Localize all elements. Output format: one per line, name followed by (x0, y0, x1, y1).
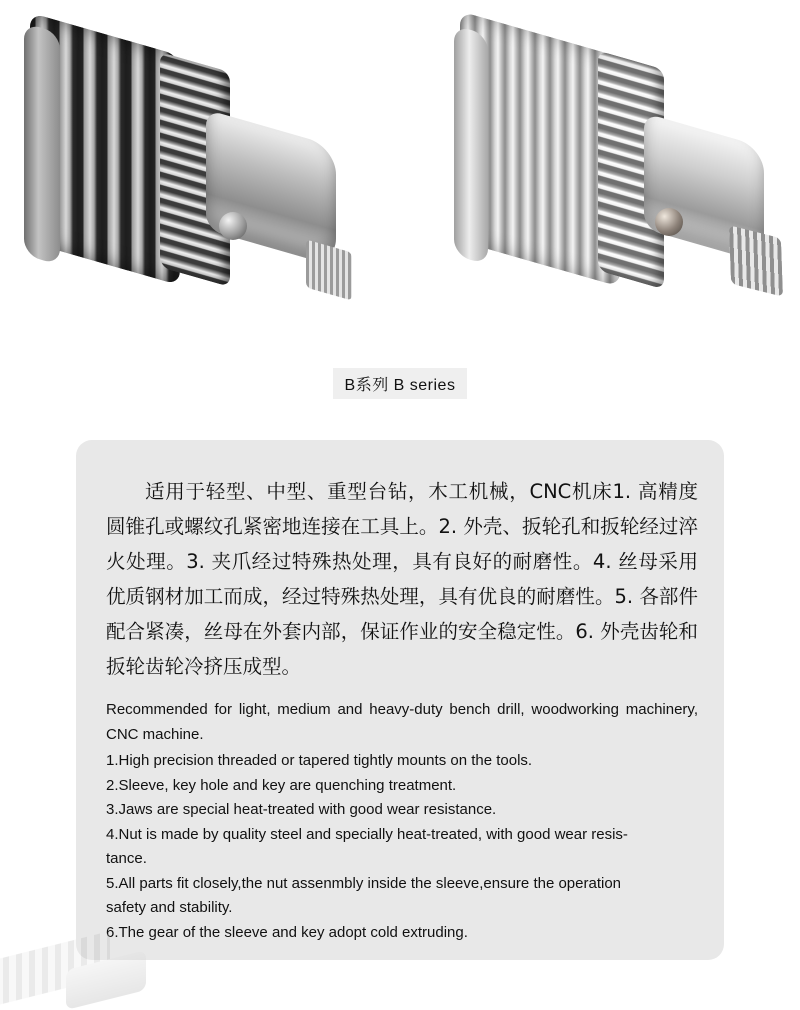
description-english-item: 3.Jaws are special heat-treated with good wear resistance. (106, 801, 497, 818)
chuck-sleeve-cap-left (24, 23, 60, 265)
description-english-lead: Recommended for light, medium and heavy-duty bench drill, woodworking machinery, CNC machine. (106, 701, 698, 743)
chuck-shank-left (306, 239, 352, 300)
description-english-item: 2.Sleeve, key hole and key are quenching treatment. (106, 776, 457, 794)
chuck-key-hole-right (655, 208, 683, 236)
product-photo-row (0, 0, 800, 340)
description-english-item: 6.The gear of the sleeve and key adopt cold extruding. (106, 923, 468, 941)
background-product-silhouette (0, 910, 150, 1000)
chuck-key-hole-left (219, 212, 247, 240)
description-english-item: 5.All parts fit closely,the nut assenmbly inside the sleeve,ensure the operation (106, 874, 622, 892)
product-photo-left (10, 20, 350, 320)
series-caption (0, 368, 800, 399)
description-english-item: safety and stability. (106, 899, 233, 916)
description-english (106, 698, 698, 945)
product-photo-right (440, 20, 780, 320)
description-english-item: 1.High precision threaded or tapered tightly mounts on the tools. (106, 752, 533, 769)
chuck-shank-right (729, 225, 783, 297)
description-english-item: 4.Nut is made by quality steel and specially heat-treated, with good wear resis- (106, 825, 628, 843)
description-panel (76, 440, 724, 960)
description-chinese: 适用于轻型、中型、重型台钻，木工机械，CNC机床1. 高精度圆锥孔或螺纹孔紧密地连接在工具上。2. 外壳、扳轮孔和扳轮经过淬火处理。3. 夹爪经过特殊热处理，具有良好的耐磨性。4. 丝母采用优质钢材加工而成，经过特殊热处理，具有优良的耐磨性。5. 各部件配合紧凑，丝母在外套内部，保证作业的安全稳定性。6. 外壳齿轮和扳轮齿轮冷挤压成型。 (106, 480, 698, 678)
chuck-sleeve-cap-right (454, 25, 488, 265)
series-caption-label: B系列 B series (333, 368, 468, 399)
description-english-item: tance. (106, 850, 147, 867)
